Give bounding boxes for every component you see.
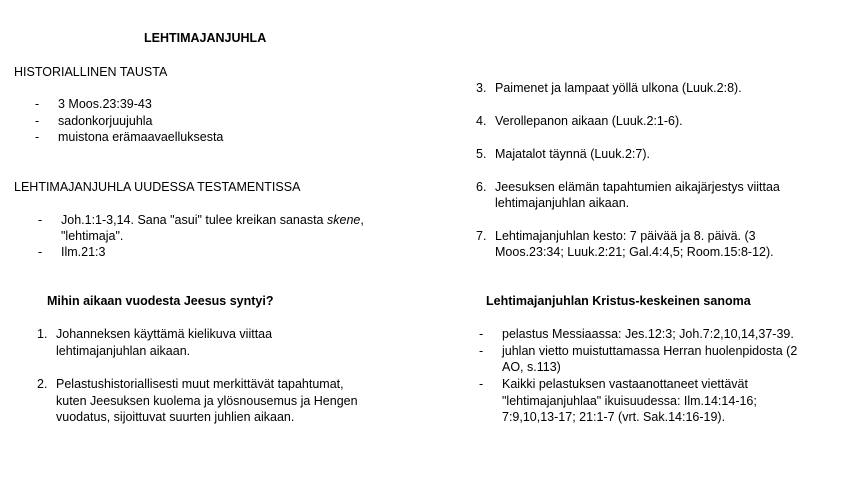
list-item-text: muistona erämaavaelluksesta	[58, 130, 224, 144]
bullet: -	[479, 344, 484, 358]
list-item-text: 3 Moos.23:39-43	[58, 97, 152, 111]
list-item-text-part: Joh.1:1-3,14. Sana "asui" tulee kreikan sanasta	[61, 213, 327, 227]
list-item-text: Moos.23:34; Luuk.2:21; Gal.4:4,5; Room.15:8-12).	[495, 245, 774, 259]
list-item-text: Majatalot täynnä (Luuk.2:7).	[495, 147, 650, 161]
item-number: 2.	[37, 377, 48, 391]
item-number: 5.	[476, 147, 487, 161]
bullet: -	[35, 97, 40, 111]
list-item-text: Jeesuksen elämän tapahtumien aikajärjestys viittaa	[495, 180, 780, 194]
italic-term: skene	[327, 213, 361, 227]
list-item-text: Pelastushistoriallisesti muut merkittävät tapahtumat,	[56, 377, 344, 391]
list-item-text	[61, 213, 364, 227]
list-item-text: Ilm.21:3	[61, 245, 106, 259]
item-number: 3.	[476, 81, 487, 95]
item-number: 6.	[476, 180, 487, 194]
list-item-text: juhlan vietto muistuttamassa Herran huolenpidosta (2	[502, 344, 798, 358]
list-item-text: "lehtimajanjuhlaa" ikuisuudessa: Ilm.14:14-16;	[502, 394, 757, 408]
bullet: -	[38, 213, 43, 227]
item-number: 1.	[37, 327, 48, 341]
bullet: -	[35, 114, 40, 128]
item-number: 7.	[476, 229, 487, 243]
list-item-text: Kaikki pelastuksen vastaanottaneet viettävät	[502, 377, 748, 391]
list-item-text: Johanneksen käyttämä kielikuva viittaa	[56, 327, 273, 341]
list-item-text: Paimenet ja lampaat yöllä ulkona (Luuk.2:8).	[495, 81, 742, 95]
message-heading: Lehtimajanjuhlan Kristus-keskeinen sanoma	[486, 294, 751, 308]
bullet: -	[479, 327, 484, 341]
bullet: -	[35, 130, 40, 144]
list-item-text: 7:9,10,13-17; 21:1-7 (vrt. Sak.14:16-19).	[502, 410, 726, 424]
list-item-text: AO, s.113)	[502, 360, 561, 374]
list-item-text: lehtimajanjuhlan aikaan.	[495, 196, 630, 210]
historical-heading: HISTORIALLINEN TAUSTA	[14, 65, 168, 79]
item-number: 4.	[476, 114, 487, 128]
bullet: -	[479, 377, 484, 391]
list-item-text-continuation: "lehtimaja".	[61, 229, 124, 243]
list-item-text: pelastus Messiaassa: Jes.12:3; Joh.7:2,10,14,37-39.	[502, 327, 794, 341]
list-item-text-part: ,	[360, 213, 364, 227]
when-heading: Mihin aikaan vuodesta Jeesus syntyi?	[47, 294, 274, 308]
list-item-text: Lehtimajanjuhlan kesto: 7 päivää ja 8. päivä. (3	[495, 229, 756, 243]
list-item-text: Verollepanon aikaan (Luuk.2:1-6).	[495, 114, 683, 128]
list-item-text: kuten Jeesuksen kuolema ja ylösnousemus ja Hengen	[56, 394, 358, 408]
list-item-text: lehtimajanjuhlan aikaan.	[56, 344, 191, 358]
nt-heading: LEHTIMAJANJUHLA UUDESSA TESTAMENTISSA	[14, 180, 301, 194]
list-item-text: vuodatus, sijoittuvat suurten juhlien aikaan.	[56, 410, 295, 424]
page-title: LEHTIMAJANJUHLA	[144, 31, 267, 45]
bullet: -	[38, 245, 43, 259]
list-item-text: sadonkorjuujuhla	[58, 114, 153, 128]
